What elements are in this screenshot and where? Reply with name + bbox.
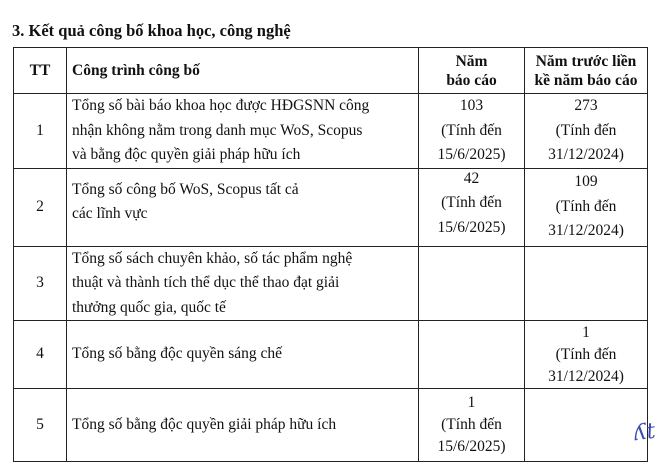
header-tt: TT — [14, 48, 67, 94]
row-name: Tổng số bằng độc quyền sáng chế — [67, 321, 419, 389]
row-tt: 1 — [14, 94, 67, 169]
table-row — [14, 94, 648, 169]
row-prev-value — [525, 389, 648, 462]
row-prev-value: 109 (Tính đến 31/12/2024) — [525, 168, 648, 246]
row-report-value — [419, 321, 525, 389]
row-name: Tổng số bằng độc quyền giải pháp hữu ích — [67, 389, 419, 462]
table-row — [14, 168, 648, 246]
row-name: Tổng số sách chuyên khảo, số tác phẩm nghệ thuật và thành tích thể dục thể thao đạt giải thưởng quốc gia, quốc tế — [67, 246, 419, 321]
table-row — [14, 389, 648, 462]
row-report-value: 103 (Tính đến 15/6/2025) — [419, 94, 525, 169]
row-prev-value — [525, 246, 648, 321]
section-title: 3. Kết quả công bố khoa học, công nghệ — [12, 21, 291, 40]
row-tt: 5 — [14, 389, 67, 462]
row-report-value: 42 (Tính đến 15/6/2025) — [419, 168, 525, 246]
table-row — [14, 321, 648, 389]
row-name: Tổng số công bố WoS, Scopus tất cả các lĩnh vực — [67, 168, 419, 246]
header-prev-year: Năm trước liền kề năm báo cáo — [525, 48, 648, 94]
header-name: Công trình công bố — [67, 48, 419, 94]
row-tt: 3 — [14, 246, 67, 321]
row-tt: 2 — [14, 168, 67, 246]
handwritten-signature-mark: ʎt — [632, 418, 657, 447]
row-prev-value: 1 (Tính đến 31/12/2024) — [525, 321, 648, 389]
row-tt: 4 — [14, 321, 67, 389]
row-report-value — [419, 246, 525, 321]
header-report-year: Năm báo cáo — [419, 48, 525, 94]
table-row — [14, 246, 648, 321]
row-report-value: 1 (Tính đến 15/6/2025) — [419, 389, 525, 462]
publication-results-table — [13, 47, 648, 462]
row-name: Tổng số bài báo khoa học được HĐGSNN công nhận không nằm trong danh mục WoS, Scopus và bằng độc quyền giải pháp hữu ích — [67, 94, 419, 169]
table-header-row — [14, 48, 648, 94]
row-prev-value: 273 (Tính đến 31/12/2024) — [525, 94, 648, 169]
